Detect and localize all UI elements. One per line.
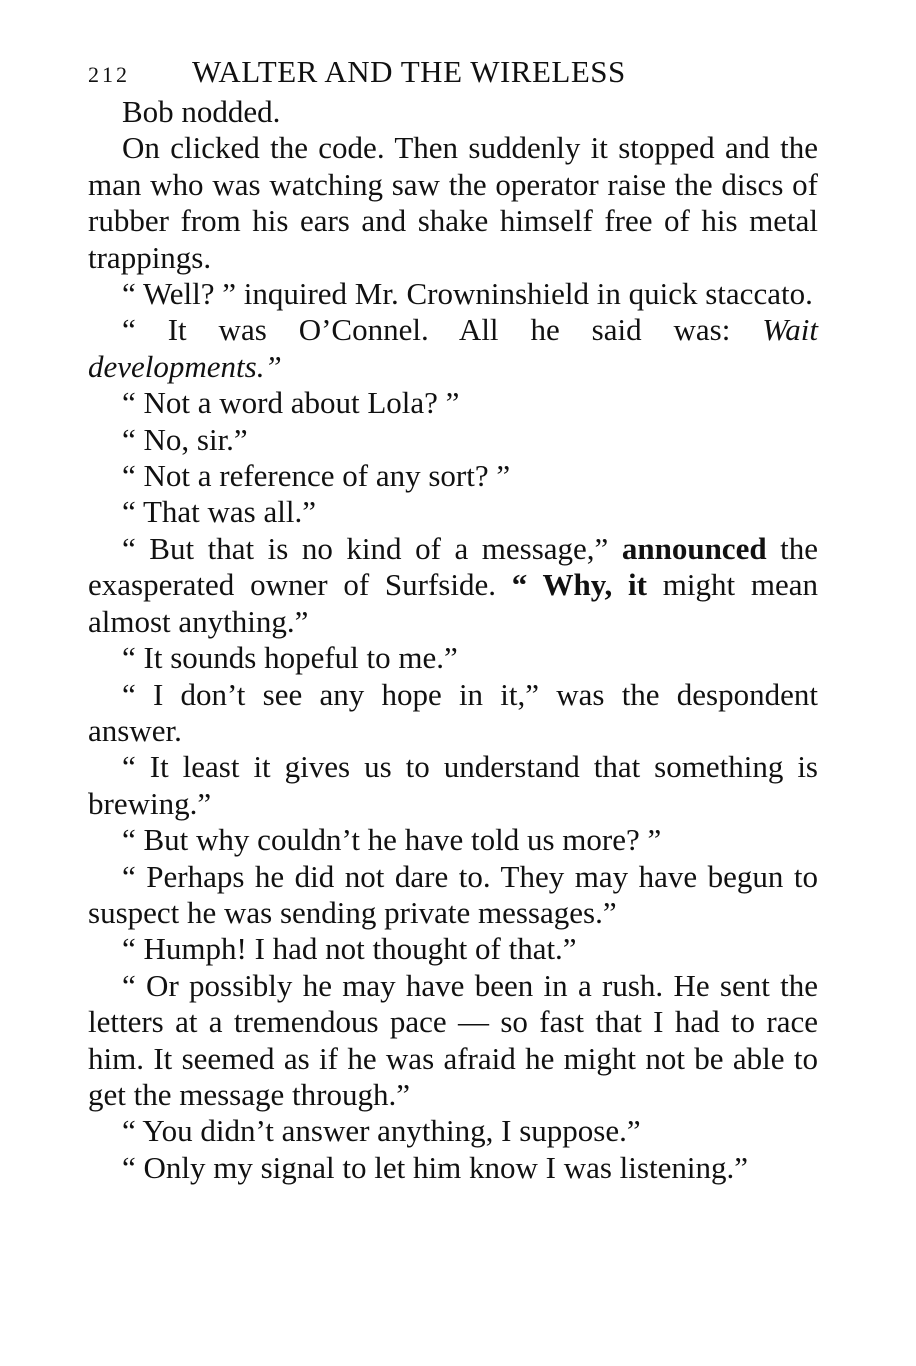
paragraph: “ Perhaps he did not dare to. They may have begun to suspect he was sending private messages.” <box>88 858 818 930</box>
paragraph: “ Not a word about Lola? ” <box>122 385 460 421</box>
paragraph-text: the exasperated owner of Surfside. <box>88 530 818 603</box>
body-text <box>88 94 818 1186</box>
bold-text: “ Why, it <box>511 567 647 603</box>
page-number: 212 <box>88 62 130 87</box>
paragraph: “ No, sir.” <box>122 421 248 457</box>
paragraph <box>88 531 818 640</box>
bold-text: announced <box>621 530 767 566</box>
paragraph: “ It least it gives us to understand that something is brewing.” <box>88 749 818 821</box>
paragraph: “ Not a reference of any sort? ” <box>122 458 511 494</box>
paragraph: “ It sounds hopeful to me.” <box>122 640 458 676</box>
paragraph-text: “ It was O’Connel. All he said was: <box>122 312 763 348</box>
paragraph: “ But why couldn’t he have told us more? ” <box>122 822 662 858</box>
paragraph: “ You didn’t answer anything, I suppose.” <box>122 1113 641 1149</box>
paragraph <box>88 312 818 385</box>
paragraph: Bob nodded. <box>122 94 281 129</box>
paragraph: “ That was all.” <box>122 494 316 530</box>
page-header <box>88 52 818 92</box>
paragraph: “ Well? ” inquired Mr. Crowninshield in quick staccato. <box>122 276 813 312</box>
paragraph: On clicked the code. Then suddenly it stopped and the man who was watching saw the operator raise the discs of rubber from his ears and shake himself free of his metal trappings. <box>88 130 818 275</box>
italic-text: Wait developments.” <box>88 312 818 384</box>
paragraph-text: “ But that is no kind of a message,” <box>122 530 622 566</box>
paragraph: “ Humph! I had not thought of that.” <box>122 931 577 967</box>
book-page <box>88 52 818 1186</box>
paragraph: “ Only my signal to let him know I was listening.” <box>122 1149 748 1185</box>
paragraph-text: might mean almost anything.” <box>88 567 818 639</box>
running-title: WALTER AND THE WIRELESS <box>192 54 626 89</box>
paragraph: “ I don’t see any hope in it,” was the despondent answer. <box>88 676 818 748</box>
paragraph: “ Or possibly he may have been in a rush. He sent the letters at a tremendous pace — so fast that I had to race him. It seemed as if he was afraid he might not be able to get the message through.” <box>88 967 818 1112</box>
